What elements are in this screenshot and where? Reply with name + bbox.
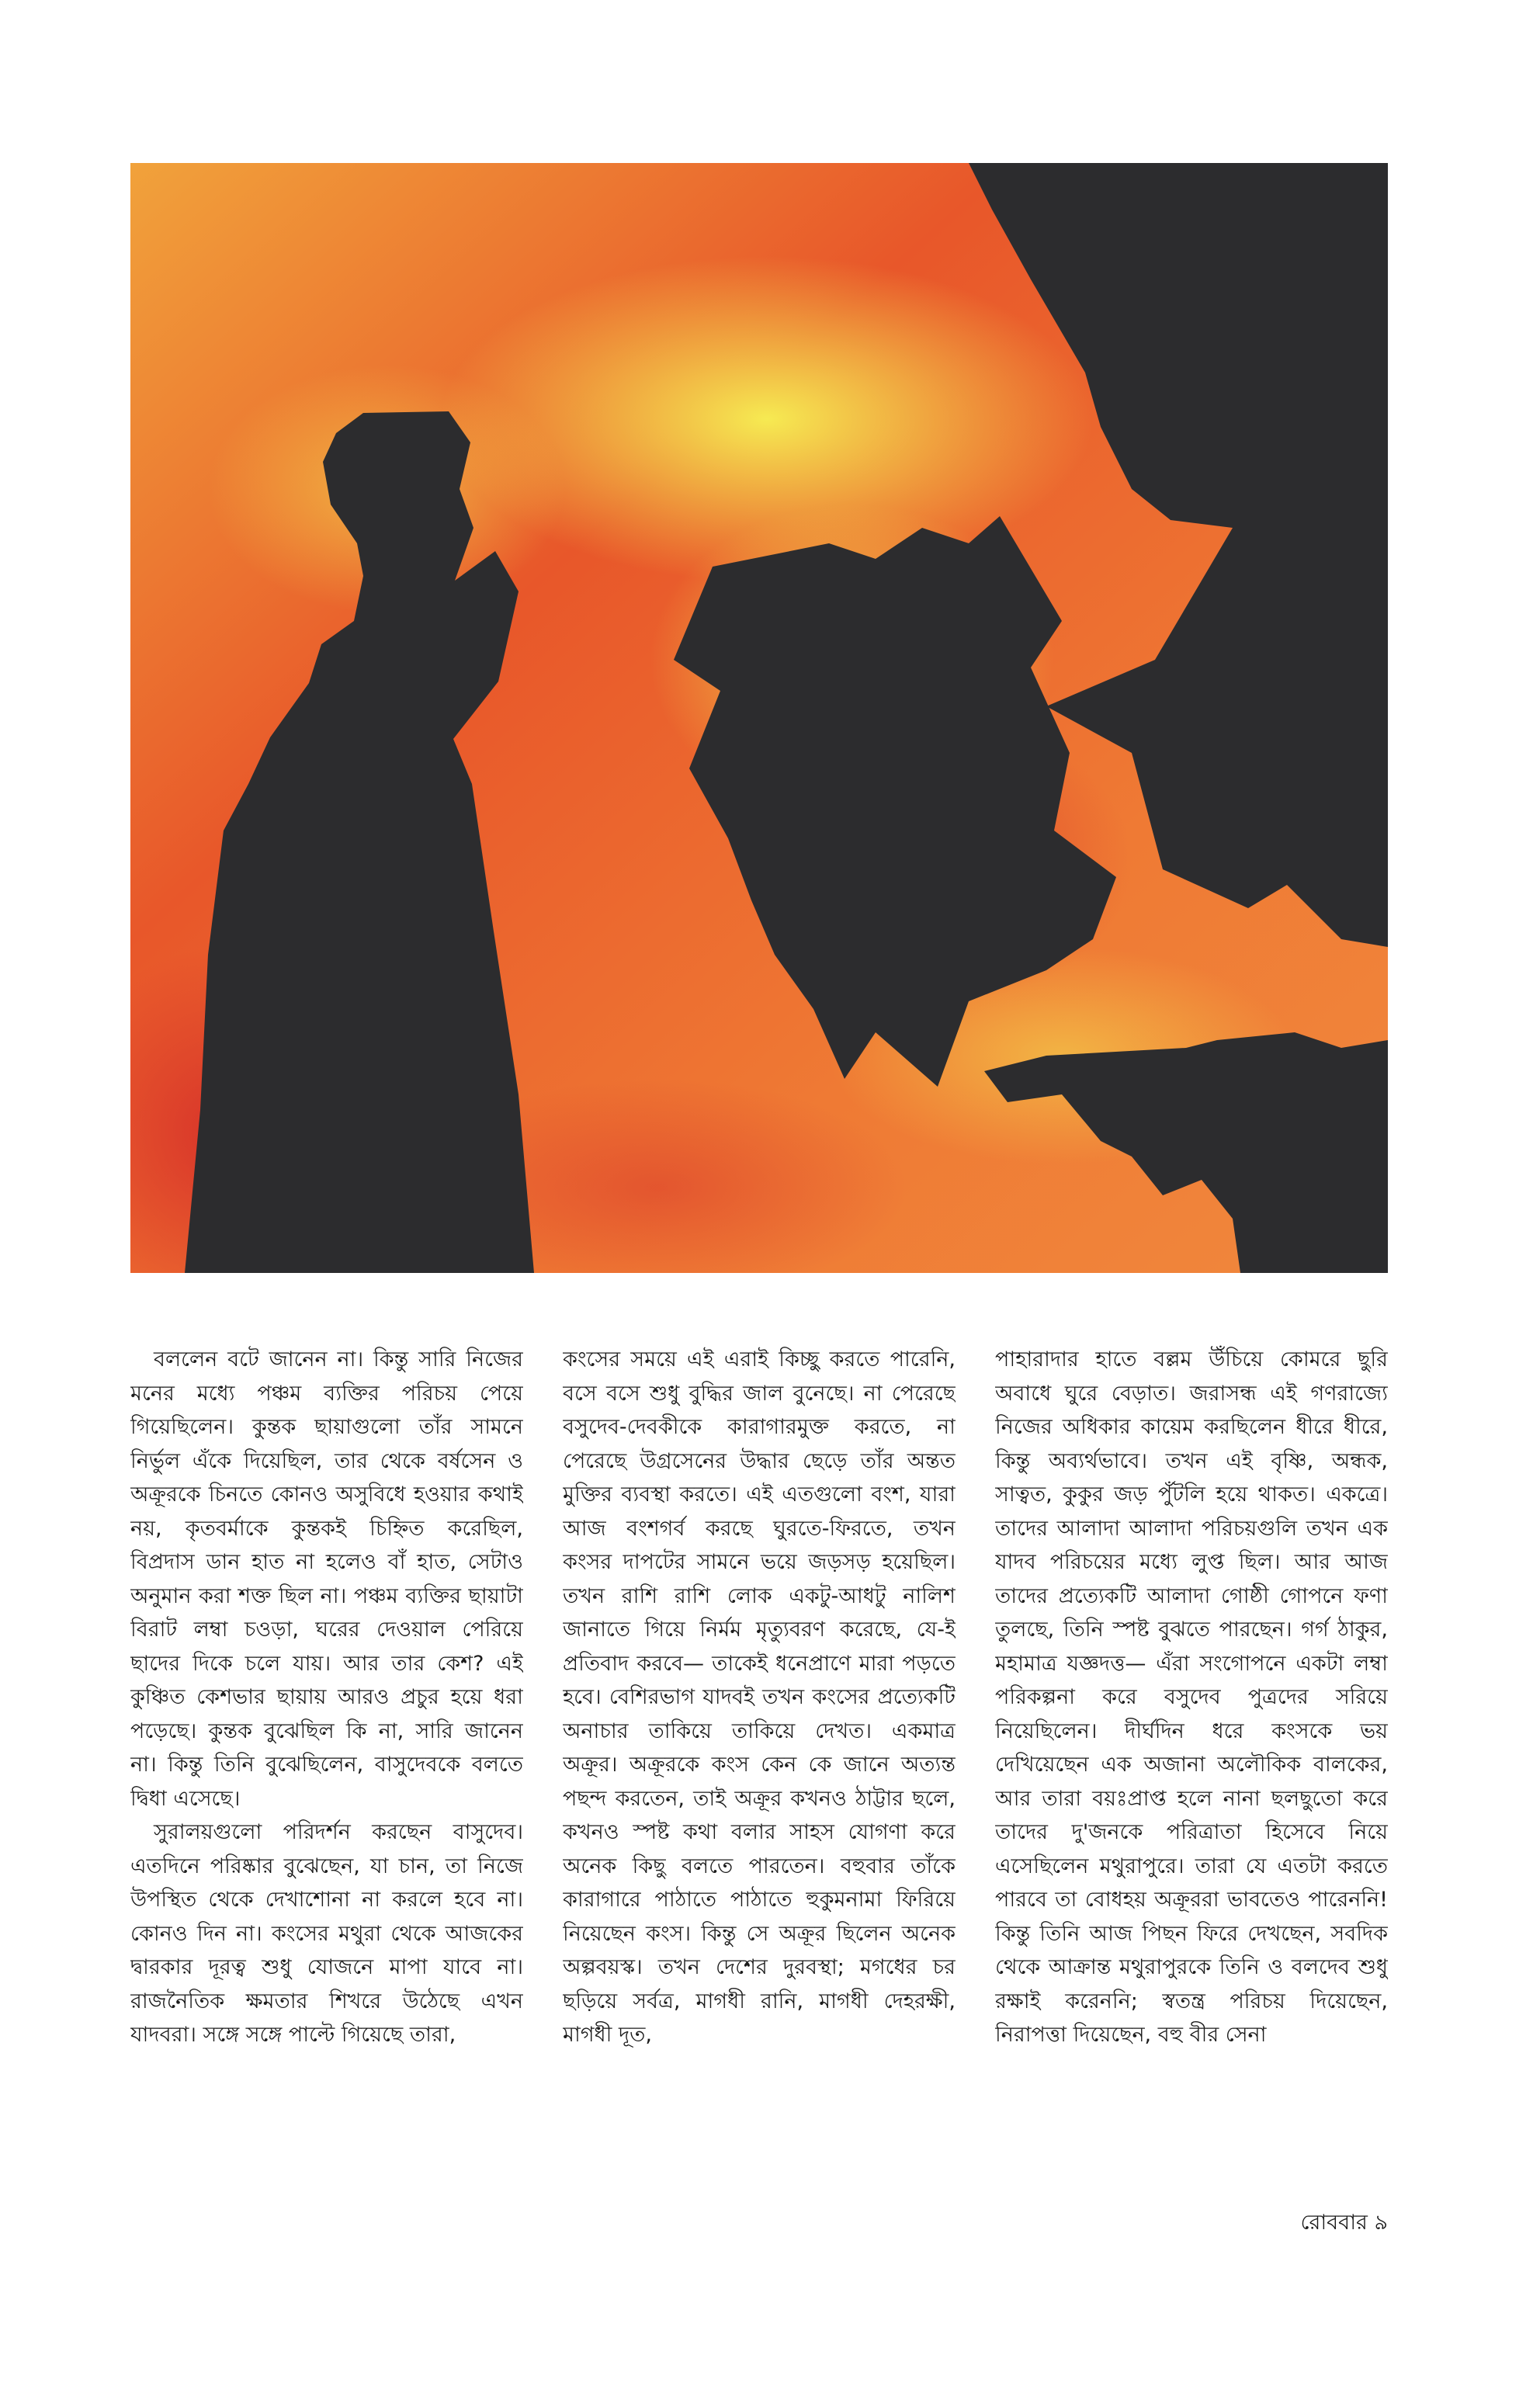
text-column-3	[995, 1343, 1388, 2212]
paper-cutout-silhouette-illustration	[130, 163, 1388, 1273]
paragraph: সুরালয়গুলো পরিদর্শন করছেন বাসুদেব। এতদিনে পরিষ্কার বুঝেছেন, যা চান, তা নিজে উপস্থিত থেকে দেখাশোনা না করলে হবে না। কোনও দিন না। কংসের মথুরা থেকে আজকের দ্বারকার দূরত্ব শুধু যোজনে মাপা যাবে না। রাজনৈতিক ক্ষমতার শিখরে উঠেছে এখন যাদবরা। সঙ্গে সঙ্গে পাল্টে গিয়েছে তারা,	[130, 1820, 523, 2047]
article-body	[130, 1343, 1388, 2212]
paragraph: পাহারাদার হাতে বল্লম উঁচিয়ে কোমরে ছুরি অবাধে ঘুরে বেড়াত। জরাসন্ধ এই গণরাজ্যে নিজের অধিকার কায়েম করছিলেন ধীরে ধীরে, কিন্তু অব্যর্থভাবে। তখন এই বৃষ্ণি, অন্ধক, সাত্বত, কুকুর জড় পুঁটলি হয়ে থাকত। একত্রে। তাদের আলাদা আলাদা পরিচয়গুলি তখন এক যাদব পরিচয়ের মধ্যে লুপ্ত ছিল। আর আজ তাদের প্রত্যেকটি আলাদা গোষ্ঠী গোপনে ফণা তুলছে, তিনি স্পষ্ট বুঝতে পারছেন। গর্গ ঠাকুর, মহামাত্র যজ্ঞদত্ত— এঁরা সংগোপনে একটা লম্বা পরিকল্পনা করে বসুদেব পুত্রদের সরিয়ে নিয়েছিলেন। দীর্ঘদিন ধরে কংসকে ভয় দেখিয়েছেন এক অজানা অলৌকিক বালকের, আর তারা বয়ঃপ্রাপ্ত হলে নানা ছলছুতো করে তাদের দু'জনকে পরিত্রাতা হিসেবে নিয়ে এসেছিলেন মথুরাপুরে। তারা যে এতটা করতে পারবে তা বোধহয় অক্রূররা ভাবতেও পারেননি! কিন্তু তিনি আজ পিছন ফিরে দেখছেন, সবদিক থেকে আক্রান্ত মথুরাপুরকে তিনি ও বলদেব শুধু রক্ষাই করেননি; স্বতন্ত্র পরিচয় দিয়েছেন, নিরাপত্তা দিয়েছেন, বহু বীর সেনা	[995, 1347, 1388, 2047]
paragraph: কংসের সময়ে এই এরাই কিচ্ছু করতে পারেনি, বসে বসে শুধু বুদ্ধির জাল বুনেছে। না পেরেছে বসুদেব-দেবকীকে কারাগারমুক্ত করতে, না পেরেছে উগ্রসেনের উদ্ধার ছেড়ে তাঁর অন্তত মুক্তির ব্যবস্থা করতে। এই এতগুলো বংশ, যারা আজ বংশগর্ব করছে ঘুরতে-ফিরতে, তখন কংসর দাপটের সামনে ভয়ে জড়সড় হয়েছিল। তখন রাশি রাশি লোক একটু-আধটু নালিশ জানাতে গিয়ে নির্মম মৃত্যুবরণ করেছে, যে-ই প্রতিবাদ করবে— তাকেই ধনেপ্রাণে মারা পড়তে হবে। বেশিরভাগ যাদবই তখন কংসের প্রত্যেকটি অনাচার তাকিয়ে তাকিয়ে দেখত। একমাত্র অক্রূর। অক্রূরকে কংস কেন কে জানে অত্যন্ত পছন্দ করতেন, তাই অক্রূর কখনও ঠাট্টার ছলে, কখনও স্পষ্ট কথা বলার সাহস যোগণা করে অনেক কিছু বলতে পারতেন। বহুবার তাঁকে কারাগারে পাঠাতে পাঠাতে হুকুমনামা ফিরিয়ে নিয়েছেন কংস। কিন্তু সে অক্রূর ছিলেন অনেক অল্পবয়স্ক। তখন দেশের দুরবস্থা; মগধের চর ছড়িয়ে সর্বত্র, মাগধী রানি, মাগধী দেহরক্ষী, মাগধী দূত,	[563, 1347, 956, 2047]
illustration	[130, 163, 1388, 1273]
page-footer-label: রোববার ৯	[1300, 2211, 1388, 2235]
paragraph: বললেন বটে জানেন না। কিন্তু সারি নিজের মনের মধ্যে পঞ্চম ব্যক্তির পরিচয় পেয়ে গিয়েছিলেন। কুন্তক ছায়াগুলো তাঁর সামনে নির্ভুল এঁকে দিয়েছিল, তার থেকে বর্ষসেন ও অক্রূরকে চিনতে কোনও অসুবিধে হওয়ার কথাই নয়, কৃতবর্মাকে কুন্তকই চিহ্নিত করেছিল, বিপ্রদাস ডান হাত না হলেও বাঁ হাত, সেটাও অনুমান করা শক্ত ছিল না। পঞ্চম ব্যক্তির ছায়াটা বিরাট লম্বা চওড়া, ঘরের দেওয়াল পেরিয়ে ছাদের দিকে চলে যায়। আর তার কেশ? এই কুঞ্চিত কেশভার ছায়ায় আরও প্রচুর হয়ে ধরা পড়েছে। কুন্তক বুঝেছিল কি না, সারি জানেন না। কিন্তু তিনি বুঝেছিলেন, বাসুদেবকে বলতে দ্বিধা এসেছে।	[130, 1347, 523, 1811]
text-column-2	[563, 1343, 956, 2212]
text-column-1	[130, 1343, 523, 2212]
